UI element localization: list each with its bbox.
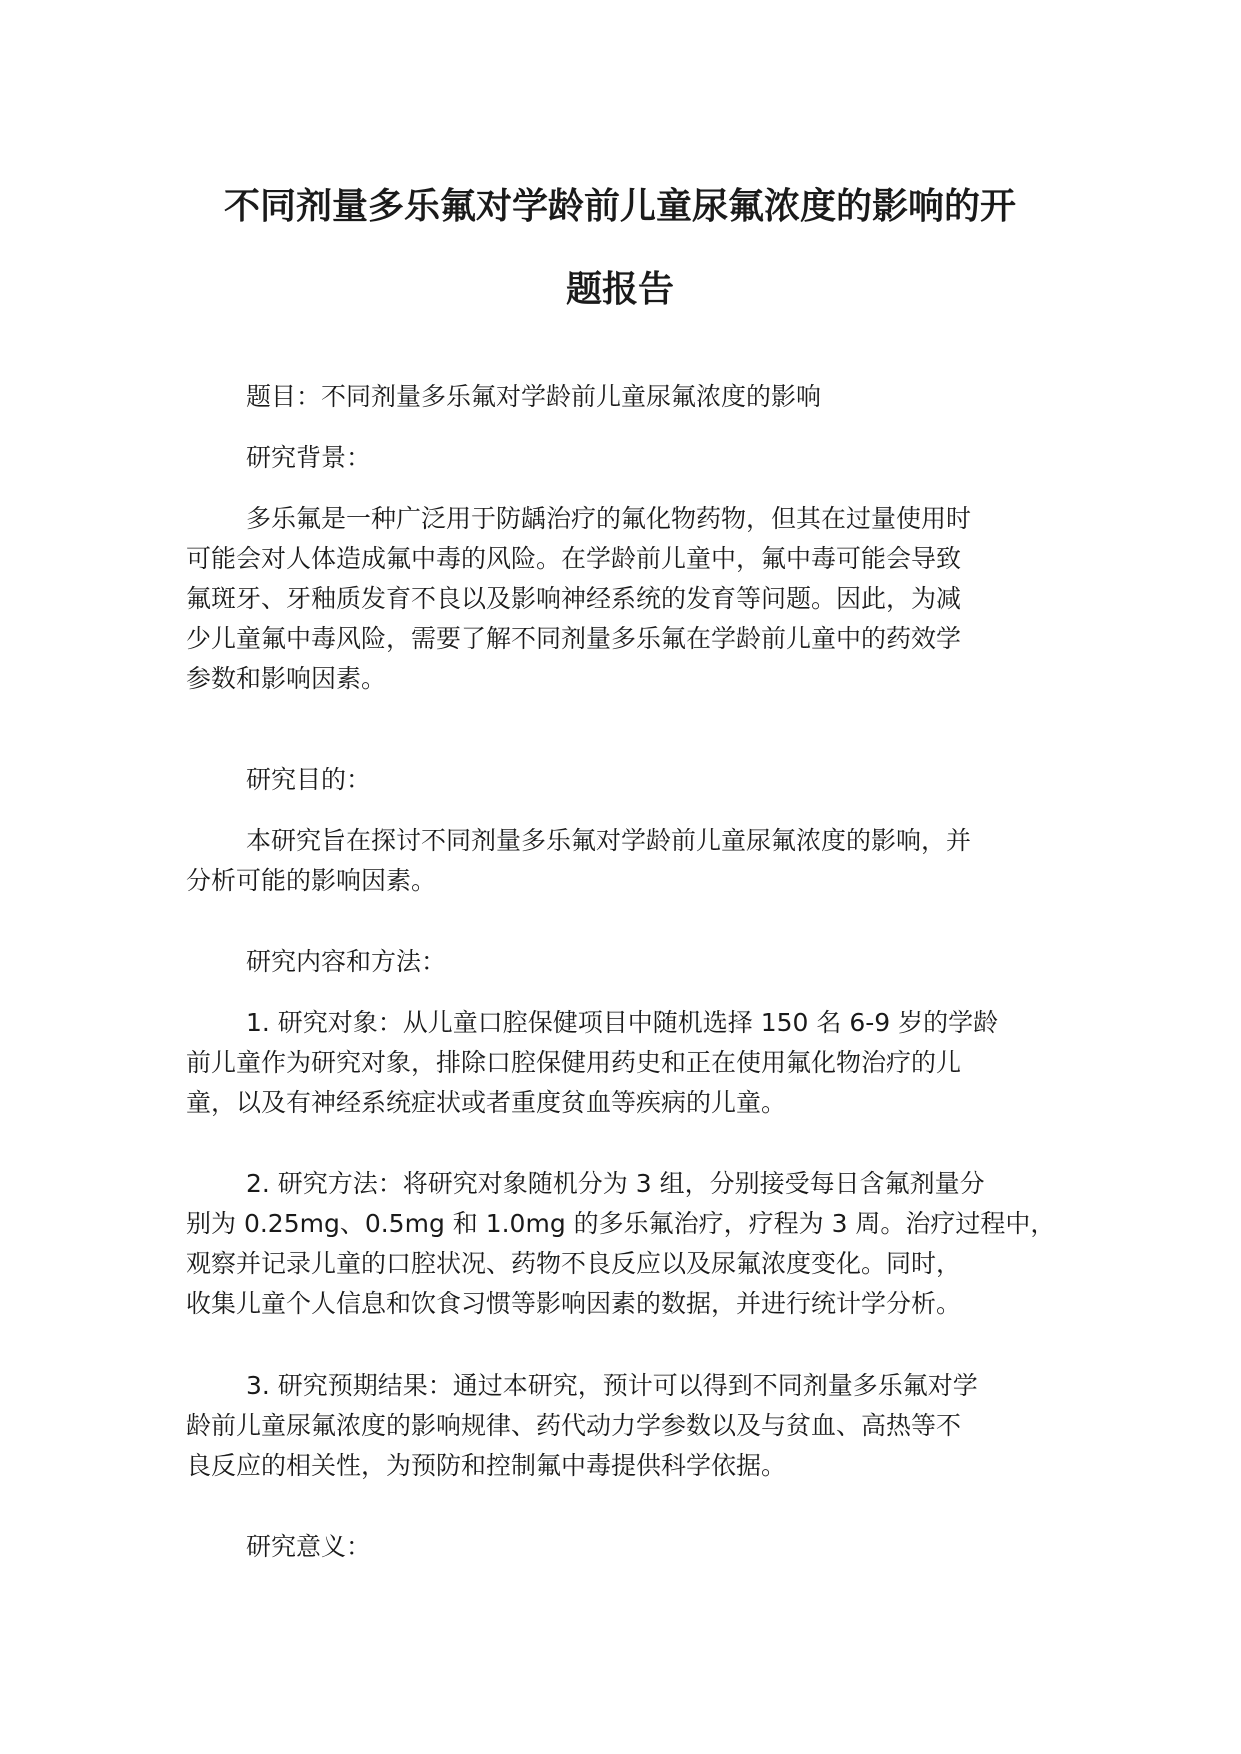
paragraph-purpose: 本研究旨在探讨不同剂量多乐氟对学龄前儿童尿氟浓度的影响，并 分析可能的影响因素。: [186, 826, 972, 895]
document-title-line-2: 题报告: [565, 269, 674, 310]
paragraph-expected-results: 3. 研究预期结果：通过本研究，预计可以得到不同剂量多乐氟对学 龄前儿童尿氟浓度的影响规律、药代动力学参数以及与贫血、高热等不 良反应的相关性，为预防和控制氟中毒提供科学依据。: [186, 1371, 978, 1480]
section-heading-content-methods: 研究内容和方法：: [246, 947, 447, 976]
section-heading-purpose: 研究目的：: [246, 765, 372, 794]
section-heading-background: 研究背景：: [246, 443, 372, 472]
topic-line: 题目：不同剂量多乐氟对学龄前儿童尿氟浓度的影响: [246, 382, 822, 411]
section-heading-significance: 研究意义：: [246, 1532, 372, 1561]
paragraph-subjects: 1. 研究对象：从儿童口腔保健项目中随机选择 150 名 6-9 岁的学龄 前儿童作为研究对象，排除口腔保健用药史和正在使用氟化物治疗的儿 童，以及有神经系统症状或者重度贫血等疾病的儿童。: [186, 1008, 999, 1117]
paragraph-methods: 2. 研究方法：将研究对象随机分为 3 组，分别接受每日含氟剂量分 别为 0.25mg、0.5mg 和 1.0mg 的多乐氟治疗，疗程为 3 周。治疗过程中， 观察并记录儿童的口腔状况、药物不良反应以及尿氟浓度变化。同时， 收集儿童个人信息和饮食习惯等影响因素的数据，并进行统计学分析。: [186, 1169, 1056, 1318]
document-title-line-1: 不同剂量多乐氟对学龄前儿童尿氟浓度的影响的开: [223, 186, 1016, 227]
paragraph-background: 多乐氟是一种广泛用于防龋治疗的氟化物药物，但其在过量使用时 可能会对人体造成氟中毒的风险。在学龄前儿童中，氟中毒可能会导致 氟斑牙、牙釉质发育不良以及影响神经系统的发育等问题。因此，为减 少儿童氟中毒风险，需要了解不同剂量多乐氟在学龄前儿童中的药效学 参数和影响因素。: [186, 504, 972, 693]
